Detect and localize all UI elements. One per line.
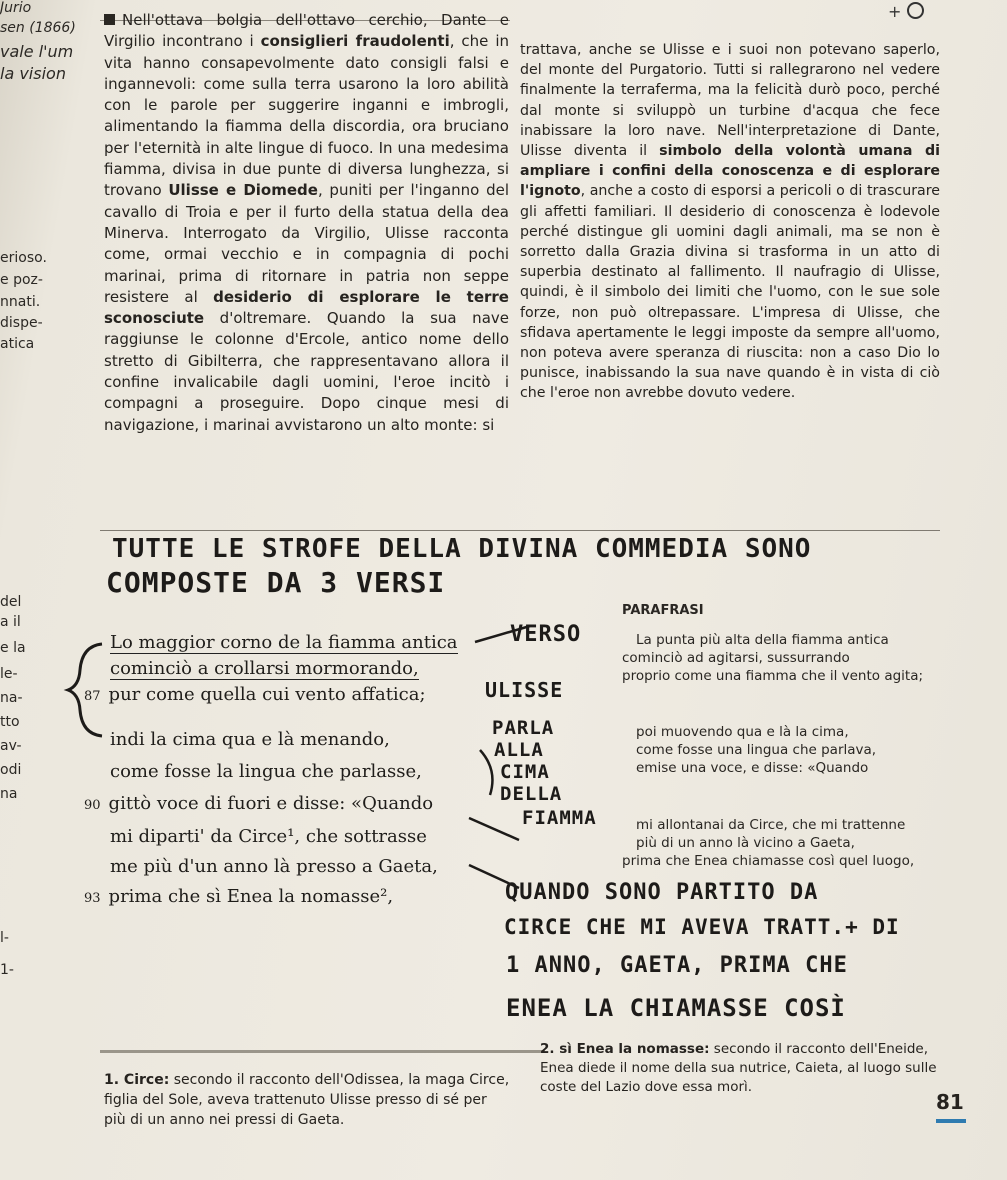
poem-line: indi la cima qua e là menando, <box>110 729 390 750</box>
corner-icons <box>888 2 924 21</box>
margin-fragment: e la <box>0 640 26 656</box>
parafrasi-line: come fosse una lingua che parlava, <box>636 742 877 758</box>
handwritten-note-line2: CIRCE CHE MI AVEVA TRATT.+ DI <box>504 915 900 939</box>
right-text-column <box>520 40 940 404</box>
arrow-line <box>469 818 519 840</box>
line-number: 87 <box>84 689 101 704</box>
margin-fragment: tto <box>0 714 20 730</box>
parafrasi-line: prima che Enea chiamasse così quel luogo, <box>622 853 915 869</box>
handwritten-heading-line2: COMPOSTE DA 3 VERSI <box>106 566 446 599</box>
margin-fragment: dispe- <box>0 315 43 331</box>
handwritten-alla: ALLA <box>494 739 544 761</box>
parafrasi-line: emise una voce, e disse: «Quando <box>636 760 869 776</box>
margin-fragment: av- <box>0 738 22 754</box>
margin-fragment: sen (1866) <box>0 20 76 36</box>
parafrasi-line: cominciò ad agitarsi, sussurrando <box>622 650 850 666</box>
parafrasi-line: poi muovendo qua e là la cima, <box>636 724 849 740</box>
left-text-column <box>104 10 509 436</box>
circle-icon <box>907 2 924 19</box>
margin-fragment: Jurio <box>0 0 32 16</box>
section-rule <box>100 530 940 531</box>
left-page-edge <box>0 0 92 1180</box>
left-paragraph: Nell'ottava bolgia dell'ottavo cerchio, Dante e Virgilio incontrano i consiglieri fraudolenti, che in vita hanno consapevolmente dato consigli falsi e ingannevoli: come sulla terra usarono la loro abilità con le parole per suggerire inganni e imbrogli, alimentando la fiamma della discordia, ora bruciano per l'eternità in alte lingue di fuoco. In una medesima fiamma, divisa in due punte di diversa lunghezza, si trovano Ulisse e Diomede, puniti per l'inganno del cavallo di Troia e per il furto della statua della dea Minerva. Interrogato da Virgilio, Ulisse racconta come, ormai vecchio e in compagnia di pochi marinai, prima di ritornare in patria non seppe resistere al desiderio di esplorare le terre sconosciute d'oltremare. Quando la sua nave raggiunse le colonne d'Ercole, antico nome dello stretto di Gibilterra, che rappresentavano allora il confine invalicabile dagli uomini, l'eroe incitò i compagni a proseguire. Dopo cinque mesi di navigazione, i marinai avvistarono un alto monte: si <box>104 11 509 434</box>
handwritten-della: DELLA <box>500 783 563 805</box>
poem-line: cominciò a crollarsi mormorando, <box>110 658 419 679</box>
poem-line: mi diparti' da Circe¹, che sottrasse <box>110 826 427 847</box>
parafrasi-label: PARAFRASI <box>622 603 704 618</box>
handwritten-note-line3: 1 ANNO, GAETA, PRIMA CHE <box>506 953 848 978</box>
handwritten-fiamma: FIAMMA <box>522 807 597 829</box>
margin-fragment: la vision <box>0 64 66 83</box>
handwritten-note-line4: ENEA LA CHIAMASSE COSÌ <box>506 994 846 1022</box>
margin-fragment: erioso. <box>0 250 47 266</box>
page-number-bar <box>936 1119 966 1123</box>
tercet-arrows <box>465 810 525 890</box>
handwritten-heading-line1: TUTTE LE STROFE DELLA DIVINA COMMEDIA SONO <box>112 534 812 564</box>
bullet-square-icon <box>104 14 115 25</box>
parafrasi-line: proprio come una fiamma che il vento agita; <box>622 668 924 684</box>
parafrasi-line: più di un anno là vicino a Gaeta, <box>636 835 855 851</box>
footnote-1: 1. Circe: secondo il racconto dell'Odissea, la maga Circe, figlia del Sole, aveva trattenuto Ulisse presso di sé per più di un anno nei pressi di Gaeta. <box>104 1072 510 1128</box>
line-number: 93 <box>84 891 101 906</box>
margin-fragment: a il <box>0 614 21 630</box>
margin-fragment: e poz- <box>0 272 43 288</box>
poem-line: 90 gittò voce di fuori e disse: «Quando <box>84 793 434 814</box>
poem-line: me più d'un anno là presso a Gaeta, <box>110 856 438 877</box>
handwritten-parla: PARLA <box>492 717 555 739</box>
margin-fragment: odi <box>0 762 22 778</box>
handwritten-cima: CIMA <box>500 761 550 783</box>
parafrasi-line: mi allontanai da Circe, che mi trattenne <box>636 817 906 833</box>
margin-fragment: nnati. <box>0 294 41 310</box>
page-number: 81 <box>936 1090 964 1114</box>
margin-fragment: del <box>0 594 22 610</box>
margin-fragment: le- <box>0 666 18 682</box>
margin-fragment: vale l'um <box>0 42 74 61</box>
parafrasi-line: La punta più alta della fiamma antica <box>636 632 889 648</box>
footnote-rule <box>100 1050 545 1053</box>
plus-icon: + <box>888 2 902 21</box>
poem-line: come fosse la lingua che parlasse, <box>110 761 422 782</box>
margin-fragment: atica <box>0 336 35 352</box>
margin-fragment: 1- <box>0 962 14 978</box>
poem-line: Lo maggior corno de la fiamma antica <box>110 632 458 653</box>
handwritten-ulisse: ULISSE <box>485 678 564 702</box>
margin-fragment: na <box>0 786 18 802</box>
margin-fragment: na- <box>0 690 23 706</box>
handwritten-note-line1: QUANDO SONO PARTITO DA <box>505 880 819 905</box>
poem-line: 87 pur come quella cui vento affatica; <box>84 684 426 705</box>
right-paragraph: trattava, anche se Ulisse e i suoi non potevano saperlo, del monte del Purgatorio. Tutti si rallegrarono nel vedere finalmente la terraferma, ma la felicità durò poco, perché dal monte si sviluppò un turbine d'acqua che fece inabissare la loro nave. Nell'interpretazione di Dante, Ulisse diventa il simbolo della volontà umana di ampliare i confini della conoscenza e di esplorare l'ignoto, anche a costo di esporsi a pericoli o di trascurare gli affetti familiari. Il desiderio di conoscenza è lodevole perché distingue gli uomini dagli animali, ma se non è sorretto dalla Grazia divina si trasforma in un atto di superbia destinato al fallimento. Il naufragio di Ulisse, quindi, è il simbolo dei limiti che l'uomo, con le sue sole forze, non può oltrepassare. L'impresa di Ulisse, che sfidava apertamente le leggi imposte da sempre all'uomo, non poteva avere speranza di riuscita: non a caso Dio lo punisce, inabissando la sua nave quando è in vista di ciò che l'eroe non avrebbe dovuto vedere. <box>520 42 940 402</box>
line-number: 90 <box>84 798 101 813</box>
handwritten-verso: VERSO <box>510 622 582 647</box>
margin-fragment: l- <box>0 930 9 946</box>
bracket-middle <box>480 750 492 795</box>
footnote-2: 2. sì Enea la nomasse: secondo il racconto dell'Eneide, Enea diede il nome della sua nutrice, Caieta, al luogo sulle coste del Lazio dove essa morì. <box>540 1041 937 1095</box>
poem-line: 93 prima che sì Enea la nomasse², <box>84 886 394 907</box>
